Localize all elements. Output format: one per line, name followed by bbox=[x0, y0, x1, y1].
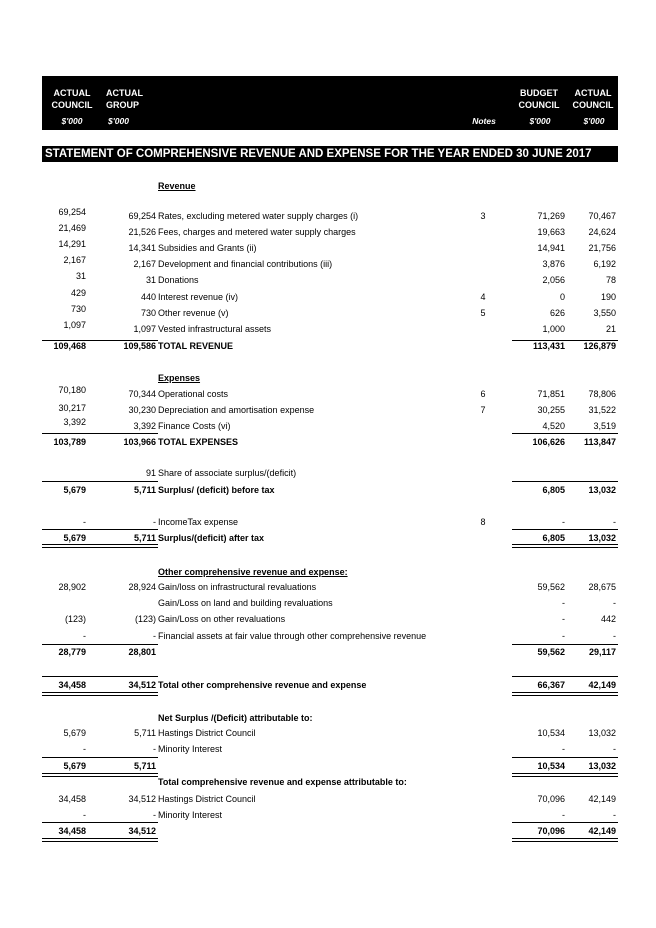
council-actual-prior-value: 70,467 bbox=[588, 211, 616, 221]
header-text: COUNCIL bbox=[518, 100, 560, 110]
header-unit: $'000 bbox=[61, 116, 83, 126]
council-actual-value: 31 bbox=[75, 271, 86, 281]
table-row bbox=[0, 679, 656, 691]
rule-line bbox=[42, 481, 158, 482]
table-row bbox=[0, 385, 656, 400]
line-item-label: Interest revenue (iv) bbox=[158, 292, 239, 302]
council-actual-value: 14,291 bbox=[58, 239, 86, 249]
header-text: BUDGET bbox=[520, 88, 558, 98]
line-item-label: Gain/Loss on land and building revaluations bbox=[158, 598, 333, 608]
group-actual-value: 2,167 bbox=[133, 259, 156, 269]
council-actual-value: 21,469 bbox=[58, 223, 86, 233]
table-row bbox=[0, 271, 656, 286]
budget-value: 14,941 bbox=[537, 243, 565, 253]
table-row bbox=[0, 516, 656, 528]
header-actual-council-2 bbox=[568, 87, 618, 111]
group-actual-value: 14,341 bbox=[128, 243, 156, 253]
budget-value: 3,876 bbox=[542, 259, 565, 269]
header-unit: $'000 bbox=[529, 116, 551, 126]
rule-line bbox=[42, 676, 158, 677]
section-label: Revenue bbox=[158, 181, 196, 191]
header-text: GROUP bbox=[106, 100, 140, 110]
table-row bbox=[0, 320, 656, 335]
group-actual-value: 28,801 bbox=[128, 647, 156, 657]
note-ref: 6 bbox=[480, 389, 486, 399]
budget-value: 4,520 bbox=[542, 421, 565, 431]
table-row bbox=[0, 288, 656, 303]
header-actual-group bbox=[106, 87, 150, 111]
council-actual-value: 30,217 bbox=[58, 403, 86, 413]
council-actual-value: 3,392 bbox=[63, 417, 86, 427]
table-row bbox=[0, 207, 656, 222]
group-actual-value: - bbox=[153, 810, 156, 820]
council-actual-value: - bbox=[83, 517, 86, 527]
section-heading bbox=[0, 180, 656, 192]
group-actual-value: 5,711 bbox=[133, 761, 156, 771]
rule-line bbox=[42, 822, 158, 823]
table-row bbox=[0, 436, 656, 448]
council-actual-prior-value: 190 bbox=[600, 292, 616, 302]
double-rule bbox=[42, 773, 158, 777]
group-actual-value: 1,097 bbox=[133, 324, 156, 334]
table-row bbox=[0, 630, 656, 642]
rule-line bbox=[42, 340, 158, 341]
table-row bbox=[0, 581, 656, 593]
group-actual-value: 31 bbox=[145, 275, 156, 285]
header-text: COUNCIL bbox=[51, 100, 93, 110]
council-actual-prior-value: 13,032 bbox=[588, 533, 616, 543]
council-actual-prior-value: 3,550 bbox=[593, 308, 616, 318]
line-item-label: Depreciation and amortisation expense bbox=[158, 405, 315, 415]
council-actual-prior-value: 13,032 bbox=[588, 485, 616, 495]
budget-value: 0 bbox=[559, 292, 565, 302]
table-row bbox=[0, 417, 656, 432]
section-label: Expenses bbox=[158, 373, 201, 383]
budget-value: 59,562 bbox=[537, 647, 565, 657]
line-item-label: Financial assets at fair value through other comprehensive revenue bbox=[158, 631, 427, 641]
council-actual-prior-value: 78 bbox=[605, 275, 616, 285]
section-heading bbox=[0, 712, 656, 724]
council-actual-value: 2,167 bbox=[63, 255, 86, 265]
group-actual-value: 34,512 bbox=[128, 680, 156, 690]
line-item-label: Surplus/ (deficit) before tax bbox=[158, 485, 275, 495]
group-actual-value: 91 bbox=[145, 468, 156, 478]
line-item-label: Share of associate surplus/(deficit) bbox=[158, 468, 297, 478]
note-ref: 8 bbox=[480, 517, 486, 527]
line-item-label: Gain/Loss on other revaluations bbox=[158, 614, 286, 624]
council-actual-value: 730 bbox=[70, 304, 86, 314]
header-notes: Notes bbox=[472, 116, 496, 126]
budget-value: 66,367 bbox=[537, 680, 565, 690]
double-rule bbox=[512, 544, 618, 548]
budget-value: - bbox=[562, 810, 565, 820]
double-rule bbox=[42, 838, 158, 842]
rule-line bbox=[42, 433, 158, 434]
group-actual-value: - bbox=[153, 744, 156, 754]
budget-value: - bbox=[562, 614, 565, 624]
budget-value: - bbox=[562, 598, 565, 608]
budget-value: 113,431 bbox=[532, 341, 565, 351]
council-actual-prior-value: 42,149 bbox=[588, 826, 616, 836]
rule-line bbox=[512, 676, 618, 677]
line-item-label: Hastings District Council bbox=[158, 794, 256, 804]
council-actual-value: 429 bbox=[70, 288, 86, 298]
budget-value: 6,805 bbox=[542, 533, 565, 543]
section-heading bbox=[0, 776, 656, 788]
line-item-label: Donations bbox=[158, 275, 199, 285]
table-row bbox=[0, 255, 656, 270]
council-actual-value: 34,458 bbox=[58, 826, 86, 836]
council-actual-prior-value: 13,032 bbox=[588, 761, 616, 771]
council-actual-prior-value: 24,624 bbox=[588, 227, 616, 237]
group-actual-value: 5,711 bbox=[134, 728, 156, 738]
table-row bbox=[0, 239, 656, 254]
council-actual-prior-value: - bbox=[613, 810, 616, 820]
group-actual-value: 109,586 bbox=[123, 341, 156, 351]
group-actual-value: 21,526 bbox=[128, 227, 156, 237]
council-actual-prior-value: 21,756 bbox=[588, 243, 616, 253]
budget-value: 71,269 bbox=[537, 211, 565, 221]
note-ref: 7 bbox=[480, 405, 486, 415]
line-item-label: TOTAL EXPENSES bbox=[158, 437, 239, 447]
section-heading bbox=[0, 566, 656, 578]
budget-value: - bbox=[562, 631, 565, 641]
council-actual-prior-value: 42,149 bbox=[588, 680, 616, 690]
budget-value: 6,805 bbox=[542, 485, 565, 495]
rule-line bbox=[512, 481, 618, 482]
council-actual-prior-value: 13,032 bbox=[588, 728, 616, 738]
line-item-label: Subsidies and Grants (ii) bbox=[158, 243, 257, 253]
table-row bbox=[0, 809, 656, 821]
group-actual-value: 70,344 bbox=[128, 389, 156, 399]
budget-value: 10,534 bbox=[537, 728, 565, 738]
line-item-label: Development and financial contributions (iii) bbox=[158, 259, 333, 269]
table-row bbox=[0, 743, 656, 755]
line-item-label: Minority Interest bbox=[158, 810, 223, 820]
rule-line bbox=[512, 529, 618, 530]
group-actual-value: 34,512 bbox=[128, 794, 156, 804]
group-actual-value: - bbox=[153, 631, 156, 641]
line-item-label: Hastings District Council bbox=[158, 728, 256, 738]
line-item-label: Finance Costs (vi) bbox=[158, 421, 231, 431]
table-row bbox=[0, 793, 656, 805]
group-actual-value: (123) bbox=[134, 614, 156, 624]
table-row bbox=[0, 223, 656, 238]
group-actual-value: 3,392 bbox=[133, 421, 156, 431]
council-actual-value: 69,254 bbox=[58, 207, 86, 217]
group-actual-value: 69,254 bbox=[128, 211, 156, 221]
council-actual-value: 103,789 bbox=[53, 437, 86, 447]
budget-value: - bbox=[562, 744, 565, 754]
double-rule bbox=[512, 692, 618, 696]
budget-value: 30,255 bbox=[537, 405, 565, 415]
council-actual-value: 1,097 bbox=[63, 320, 86, 330]
double-rule bbox=[42, 692, 158, 696]
table-row bbox=[0, 613, 656, 625]
table-row bbox=[0, 825, 656, 837]
note-ref: 4 bbox=[480, 292, 486, 302]
budget-value: 71,851 bbox=[537, 389, 565, 399]
table-row bbox=[0, 404, 656, 416]
double-rule bbox=[42, 544, 158, 548]
double-rule bbox=[512, 773, 618, 777]
rule-line bbox=[512, 340, 618, 341]
budget-value: 70,096 bbox=[537, 794, 565, 804]
council-actual-value: 28,902 bbox=[58, 582, 86, 592]
header-actual-council bbox=[46, 87, 98, 111]
header-text: ACTUAL bbox=[106, 88, 143, 98]
budget-value: 2,056 bbox=[542, 275, 565, 285]
line-item-label: Vested infrastructural assets bbox=[158, 324, 272, 334]
table-row bbox=[0, 484, 656, 496]
council-actual-prior-value: 29,117 bbox=[588, 647, 616, 657]
council-actual-value: 70,180 bbox=[58, 385, 86, 395]
table-row bbox=[0, 646, 656, 658]
section-label: Total comprehensive revenue and expense attributable to: bbox=[158, 777, 407, 787]
table-row bbox=[0, 532, 656, 544]
line-item-label: Total other comprehensive revenue and expense bbox=[158, 680, 367, 690]
section-label: Other comprehensive revenue and expense: bbox=[158, 567, 348, 577]
council-actual-value: 34,458 bbox=[58, 794, 86, 804]
group-actual-value: 730 bbox=[140, 308, 156, 318]
budget-value: 59,562 bbox=[537, 582, 565, 592]
budget-value: 19,663 bbox=[537, 227, 565, 237]
group-actual-value: 5,711 bbox=[133, 485, 156, 495]
rule-line bbox=[42, 644, 158, 645]
budget-value: 1,000 bbox=[542, 324, 565, 334]
line-item-label: Operational costs bbox=[158, 389, 229, 399]
statement-title: STATEMENT OF COMPREHENSIVE REVENUE AND EXPENSE FOR THE YEAR ENDED 30 JUNE 2017 bbox=[42, 146, 618, 162]
council-actual-value: 5,679 bbox=[63, 533, 86, 543]
council-actual-prior-value: - bbox=[613, 631, 616, 641]
table-row bbox=[0, 304, 656, 319]
line-item-label: Gain/loss on infrastructural revaluations bbox=[158, 582, 317, 592]
council-actual-prior-value: - bbox=[613, 598, 616, 608]
council-actual-value: - bbox=[83, 631, 86, 641]
table-row bbox=[0, 727, 656, 739]
group-actual-value: - bbox=[153, 517, 156, 527]
line-item-label: Fees, charges and metered water supply charges bbox=[158, 227, 356, 237]
section-label: Net Surplus /(Deficit) attributable to: bbox=[158, 713, 313, 723]
council-actual-value: 5,679 bbox=[63, 485, 86, 495]
line-item-label: Surplus/(deficit) after tax bbox=[158, 533, 265, 543]
council-actual-prior-value: 42,149 bbox=[588, 794, 616, 804]
council-actual-prior-value: 6,192 bbox=[593, 259, 616, 269]
group-actual-value: 34,512 bbox=[128, 826, 156, 836]
line-item-label: Other revenue (v) bbox=[158, 308, 229, 318]
council-actual-value: 5,679 bbox=[63, 761, 86, 771]
group-actual-value: 5,711 bbox=[133, 533, 156, 543]
table-row bbox=[0, 760, 656, 772]
council-actual-value: 34,458 bbox=[58, 680, 86, 690]
rule-line bbox=[42, 529, 158, 530]
council-actual-value: 28,779 bbox=[58, 647, 86, 657]
header-unit: $'000 bbox=[583, 116, 605, 126]
table-row bbox=[0, 340, 656, 352]
column-header-bar bbox=[42, 76, 618, 130]
rule-line bbox=[512, 757, 618, 758]
budget-value: 70,096 bbox=[537, 826, 565, 836]
council-actual-value: 5,679 bbox=[63, 728, 86, 738]
header-text: ACTUAL bbox=[574, 88, 612, 98]
council-actual-prior-value: 126,879 bbox=[583, 341, 616, 351]
line-item-label: Minority Interest bbox=[158, 744, 223, 754]
line-item-label: Rates, excluding metered water supply charges (i) bbox=[158, 211, 359, 221]
council-actual-value: (123) bbox=[64, 614, 86, 624]
group-actual-value: 30,230 bbox=[128, 405, 156, 415]
line-item-label: TOTAL REVENUE bbox=[158, 341, 234, 351]
budget-value: 626 bbox=[549, 308, 565, 318]
council-actual-value: - bbox=[83, 744, 86, 754]
table-row bbox=[0, 597, 656, 609]
council-actual-prior-value: - bbox=[613, 517, 616, 527]
header-budget-council bbox=[514, 87, 564, 111]
rule-line bbox=[512, 822, 618, 823]
rule-line bbox=[512, 433, 618, 434]
group-actual-value: 103,966 bbox=[123, 437, 156, 447]
budget-value: - bbox=[562, 517, 565, 527]
section-heading bbox=[0, 372, 656, 384]
council-actual-prior-value: 31,522 bbox=[588, 405, 616, 415]
line-item-label: IncomeTax expense bbox=[158, 517, 239, 527]
group-actual-value: 440 bbox=[140, 292, 156, 302]
header-text: COUNCIL bbox=[572, 100, 614, 110]
council-actual-prior-value: 113,847 bbox=[583, 437, 616, 447]
rule-line bbox=[42, 757, 158, 758]
council-actual-prior-value: 28,675 bbox=[588, 582, 616, 592]
note-ref: 5 bbox=[480, 308, 486, 318]
header-unit: $'000 bbox=[108, 116, 129, 126]
council-actual-prior-value: 21 bbox=[605, 324, 616, 334]
council-actual-prior-value: 3,519 bbox=[593, 421, 616, 431]
header-text: ACTUAL bbox=[53, 88, 91, 98]
budget-value: 106,626 bbox=[532, 437, 565, 447]
council-actual-prior-value: 442 bbox=[600, 614, 616, 624]
rule-line bbox=[512, 644, 618, 645]
council-actual-prior-value: - bbox=[613, 744, 616, 754]
council-actual-prior-value: 78,806 bbox=[588, 389, 616, 399]
double-rule bbox=[512, 838, 618, 842]
note-ref: 3 bbox=[480, 211, 486, 221]
council-actual-value: 109,468 bbox=[53, 341, 86, 351]
budget-value: 10,534 bbox=[537, 761, 565, 771]
table-row bbox=[0, 467, 656, 479]
council-actual-value: - bbox=[83, 810, 86, 820]
group-actual-value: 28,924 bbox=[128, 582, 156, 592]
